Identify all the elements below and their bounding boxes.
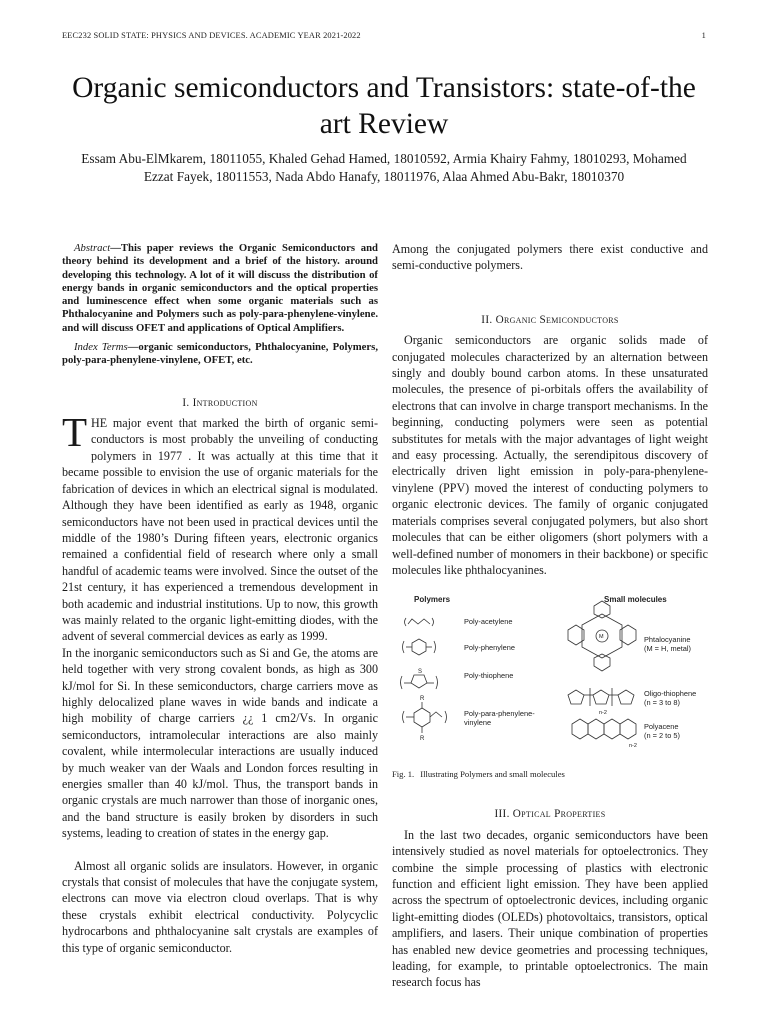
running-header-text: EEC232 SOLID STATE: PHYSICS AND DEVICES. ACADEMIC YEAR 2021-2022 [62,31,361,40]
svg-text:n-2: n-2 [599,710,607,717]
figure-1-illustration [392,592,708,767]
abstract-text: —This paper reviews the Organic Semiconductors and theory behind its development and a brief of the history. around developing this technology. A lot of it will discuss the distribution of energy bands in organic semiconductors and the optical properties and luminescence effect when some organic materials such as Phthalocyanine and Polymers such as poly-para-phenylene-vinylene. and will discuss OFET and applications of Optical Amplifiers. [62,242,378,334]
title-line-1: Organic semiconductors and Transistors: state-of-the [72,72,696,104]
paper-title [40,70,728,142]
author-list [50,150,718,186]
label-polyacene-note: (n = 2 to 5) [644,731,680,741]
index-terms-text: —organic semiconductors, Phthalocyanine, Polymers, poly-para-phenylene-vinylene, OFET, etc. [62,341,378,367]
section-1-title: Introduction [192,396,258,409]
running-header [62,31,706,40]
section-3-number: III. [494,808,510,821]
label-polythiophene: Poly-thiophene [464,671,514,681]
page-number: 1 [701,31,706,40]
svg-text:R: R [420,696,425,703]
section-2-number: II. [481,313,493,326]
section-3-title: Optical Properties [512,808,606,821]
label-oligothiophene-note: (n = 3 to 8) [644,698,680,708]
title-line-2: art Review [319,108,449,140]
label-polyacetylene: Poly-acetylene [464,617,513,627]
section-1-paragraph-2: In the inorganic semiconductors such as Si and Ge, the atoms are held together with very strong covalent bonds, as high as 300 kJ/mol for Si. In these semiconductors, charge carriers move as highly delocalized plane waves in wide bands and indicate a high mobility of charge carriers ¿¿ 1 cm2/Vs. In organic semiconductors, intramolecular interactions are also mainly covalent, while intermolecular interactions are usually induced by much weaker van der Waals and London forces resulting in energies smaller than 40 kJ/mol. Thus, the transport bands in organic crystals are much narrower than those of inorganic ones, and the band structure is easily broken by disorders in such systems, leading to creation of states in the energy gap. [62,645,378,841]
right-column [392,236,708,991]
polyacene-structure [572,719,636,739]
svg-text:M: M [599,634,604,641]
section-1-paragraph-3: Almost all organic solids are insulators. However, in organic crystals that consist of molecules that have the conjugate system, electrons can move via electron cloud overlaps. That is why these crystals exhibit electrical conductivity. Polycyclic hydrocarbons and phthalocyanine salt crystals are examples of this type of organic semiconductor. [62,858,378,955]
label-phthalocyanine-note: (M = H, metal) [644,644,692,654]
section-2-paragraph-1: Organic semiconductors are organic solids made of conjugated molecules characterized by an alternation between singly and doubly bound carbon atoms. In these unsaturated molecules, the presence of pi-orbitals offers the availability of electrons that can involve in charge transport mechanisms. In the beginning, conducting polymers were seen as potential substitutes for metals with the major advantages of light weight and easy processing. Actually, the serendipitous discovery of electrically driven light emission in poly-para-phenylene-vinylene (PPV) moved the interest of conducting polymers to organic electronic devices. The family of organic conjugated materials comprises several conjugated polymers, but also short molecules that can be either oligomers (short polymers with a well-defined number of monomers in their backbone) or specific molecules like phthalocyanines. [392,333,708,577]
figure-1-caption-text: Illustrating Polymers and small molecules [420,769,565,780]
section-1-heading [62,395,378,411]
polythiophene-structure [401,675,438,689]
abstract [62,242,378,335]
label-polyphenylene: Poly-phenylene [464,643,515,653]
label-phthalocyanine: Phtalocyanine [644,635,691,645]
label-ppv-line1: Poly-para-phenylene- [464,709,535,719]
left-column [62,236,378,956]
section-2-title: Organic Semiconductors [495,313,619,326]
figure-1 [392,592,708,767]
ppv-structure [403,702,447,733]
authors-line-1: Essam Abu-ElMkarem, 18011055, Khaled Gehad Hamed, 18010592, Armia Khairy Fahmy, 18010293, Mohamed [81,151,687,166]
section-3-heading [392,806,708,822]
section-2-heading [392,312,708,328]
figure-heading-polymers: Polymers [414,595,451,605]
section-1-paragraph-1-text: HE major event that marked the birth of organic semi-conductors is most probably the unveiling of conducting polymers in 1977 . It was actually at this time that it became possible to envision the use of organic materials for the fabrication of devices in which an electrical signal is modulated. Although they have been identified as early as 1948, organic semiconductors have not been used in practical devices until the middle of the 1980’s During fifteen years, electronic organics remained a confidential field of research where only a small handful of academic teams were involved. Since the outset of the 21st century, it has experienced a tremendous development in both academic and industrial institutions. Up to now, this growth was mainly related to the organic light-emitting diodes, with the advent of several commercial devices as early as 1999. [62,416,378,644]
abstract-lead: Abstract [74,242,111,254]
section-1-number: I. [182,396,190,409]
index-terms-lead: Index Terms [74,341,128,354]
label-polyacene: Polyacene [644,722,679,732]
section-1-paragraph-1 [62,409,378,645]
polyacetylene-structure [405,618,434,626]
polyphenylene-structure [403,639,436,655]
right-intro-paragraph: Among the conjugated polymers there exist conductive and semi-conductive polymers. [392,242,708,273]
svg-text:S: S [418,669,423,676]
index-terms [62,341,378,368]
figure-1-caption-label: Fig. 1. [392,769,415,780]
drop-cap: T [62,409,88,456]
authors-line-2: Ezzat Fayek, 18011553, Nada Abdo Hanafy, 18011976, Alaa Ahmed Abu-Bakr, 18010370 [143,169,625,184]
figure-1-caption [392,769,708,780]
label-oligothiophene: Oligo-thiophene [644,689,697,699]
label-ppv-line2: vinylene [464,718,492,728]
svg-text:R: R [420,736,425,743]
section-3-paragraph-1: In the last two decades, organic semiconductors have been intensively studied as novel materials for optoelectronics. They combine the simple processing of plastics with electronic function and efficient light emission. They have been applied across the spectrum of optoelectronic devices, including organic light-emitting diodes (OLEDs) photovoltaics, transistors, optical amplifiers, and lasers. Their unique combination of properties has enabled new device geometries and processing techniques, leading, for example, to printable optoelectronics. The main research focus has [392,827,708,990]
svg-text:n-2: n-2 [629,743,637,750]
oligothiophene-structure [568,688,634,706]
figure-heading-small-molecules: Small molecules [604,595,667,605]
